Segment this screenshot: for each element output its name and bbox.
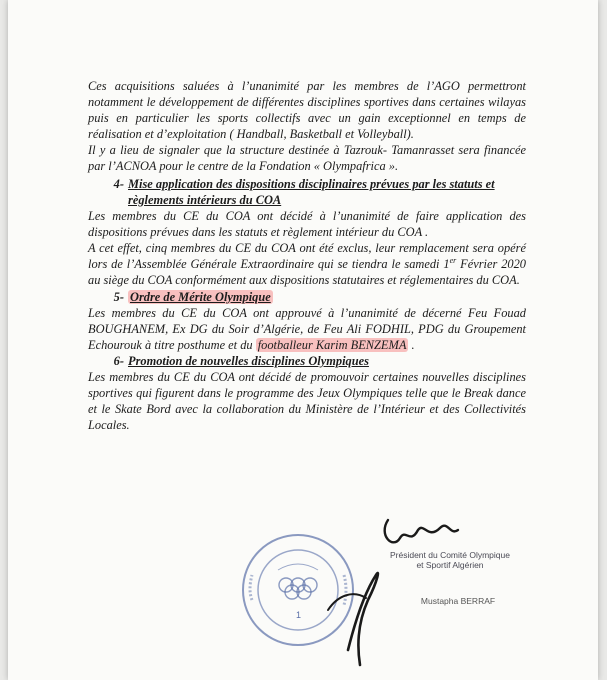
paragraph-exclusion [88, 240, 526, 288]
section-title-line2: règlements intérieurs du COA [128, 193, 282, 207]
merite-text-start: Les membres du CE du COA ont approuvé à l’unanimité de décerné Feu Fouad BOUGHANEM, Ex DG du Soir d’Algérie, de Feu Ali FODHIL, PDG du Groupement Echourouk à titre posthume et du [88, 306, 526, 352]
section-title-highlighted: Ordre de Mérite Olympique [130, 290, 271, 304]
signatory-title-line2: et Sportif Algérien [416, 560, 484, 570]
signatory-title [380, 550, 520, 570]
signatory-name: Mustapha BERRAF [420, 596, 496, 606]
section-title-line1: Mise application des dispositions disciplinaires prévues par les statuts et [128, 177, 495, 191]
stamp-number: 1 [296, 610, 302, 620]
exclusion-text-start: A cet effet, cinq membres du CE du COA ont été exclus, leur remplacement sera opéré lors de l’Assemblée Générale Extraordinaire qui se tiendra le samedi 1 [88, 241, 526, 271]
paragraph-merite [88, 305, 526, 353]
paragraph-disciplines: Les membres du CE du COA ont décidé de promouvoir certaines nouvelles disciplines sportives qui figurent dans le programme des Jeux Olympiques telle que le Break dance et le Skate Bord avec la collaboration du Ministère de l’Intérieur et des Collectivités Locales. [88, 370, 526, 432]
section-title: Promotion de nouvelles disciplines Olympiques [128, 354, 369, 368]
paragraph-acquisitions: Ces acquisitions saluées à l’unanimité par les membres de l’AGO permettront notamment le développement de différentes disciplines sportives dans certaines wilayas puis en particulier les sports collectifs avec un gain exceptionnel en temps de réalisation et d’exploitation ( Handball, Basketball et Volleyball). [88, 79, 526, 141]
exclusion-text-end: Février 2020 au siège du COA conformément aux dispositions statutaires et réglementaires du COA. [88, 257, 526, 287]
paragraph-statuts: Les membres du CE du COA ont décidé à l’unanimité de faire application des dispositions prévues dans les statuts et règlement intérieur du COA . [88, 209, 526, 239]
section-number: 4- [113, 177, 124, 191]
merite-text-end: . [408, 338, 415, 352]
document-body [88, 78, 526, 433]
signature-block [228, 500, 588, 680]
paragraph-tazrouk: Il y a lieu de signaler que la structure destinée à Tazrouk- Tamanrasset sera financée par l’ACNOA pour le centre de la Fondation « Olympafrica ». [88, 143, 526, 173]
highlighted-name: footballeur Karim BENZEMA [257, 338, 407, 352]
signatory-title-line1: Président du Comité Olympique [389, 550, 510, 560]
section-heading-4 [88, 176, 526, 208]
section-heading-5 [88, 289, 526, 305]
document-page [8, 0, 598, 680]
section-number: 6- [113, 354, 124, 368]
section-heading-6 [88, 353, 526, 369]
handwritten-signature-icon [228, 500, 588, 680]
section-number: 5- [113, 290, 124, 304]
ordinal-superscript: er [449, 255, 457, 265]
